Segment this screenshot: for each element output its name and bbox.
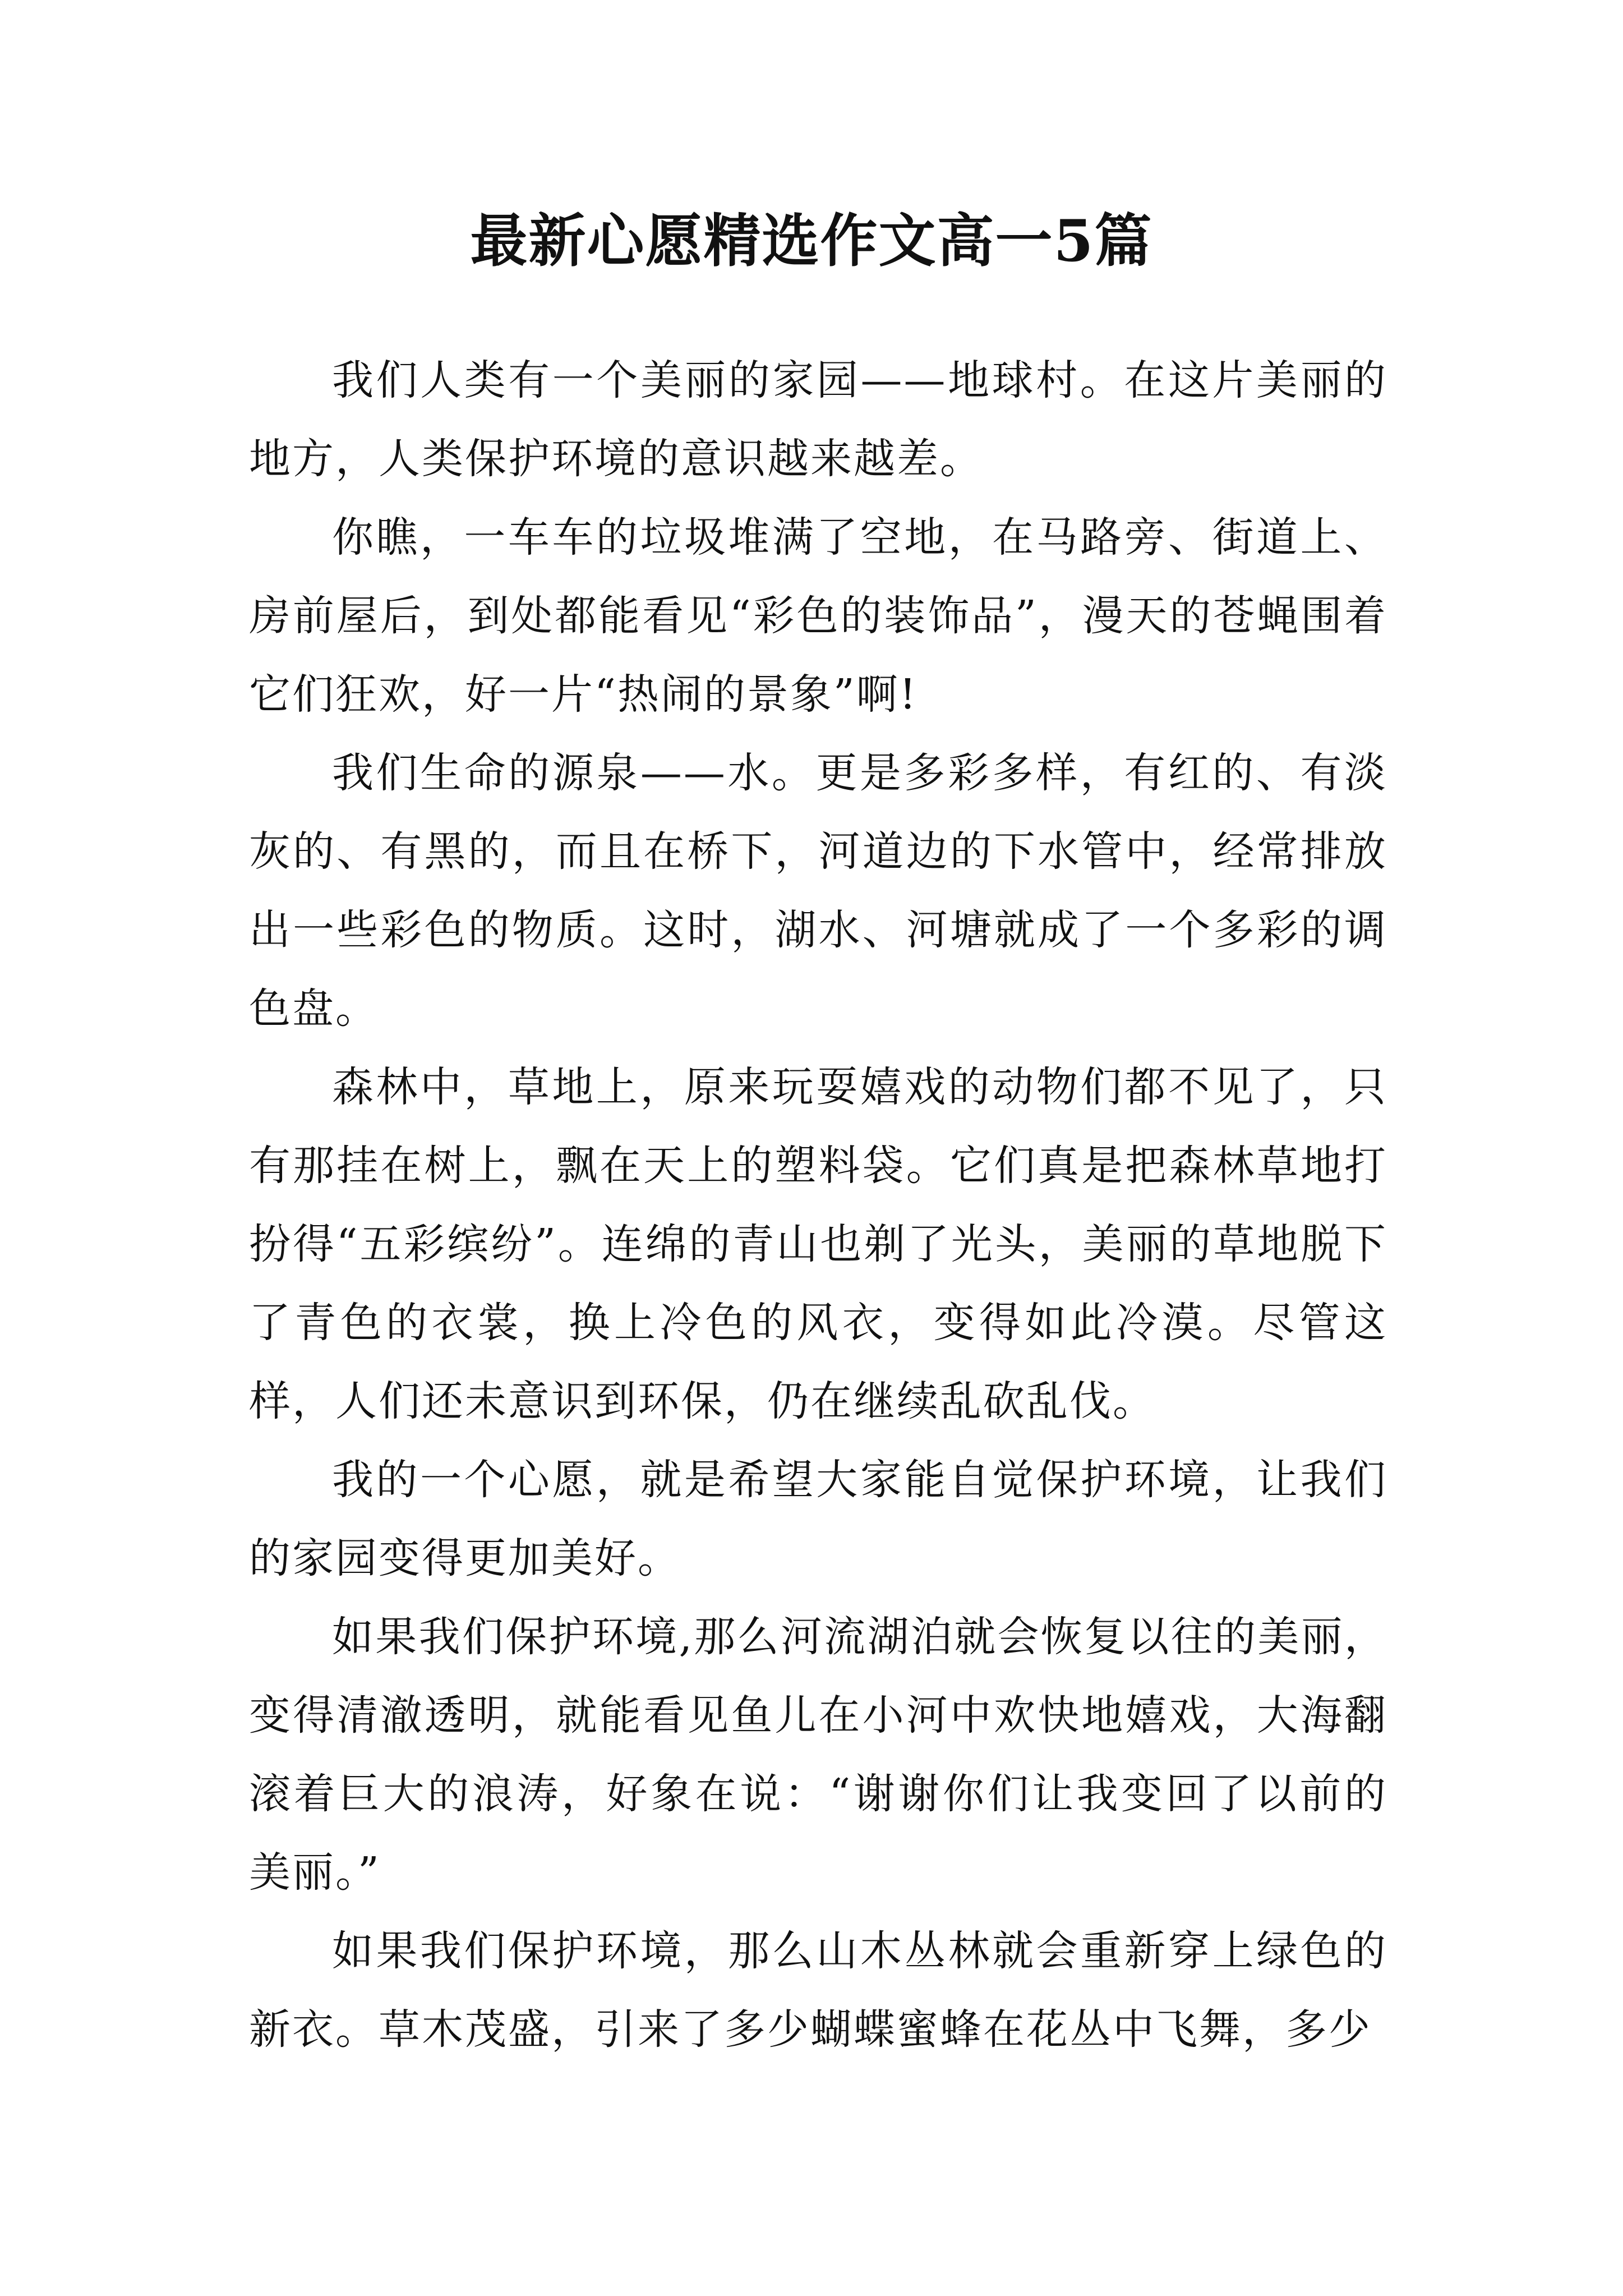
paragraph-1: 我们人类有一个美丽的家园——地球村。在这片美丽的地方，人类保护环境的意识越来越差。: [249, 356, 1387, 483]
paragraph-5: 我的一个心愿，就是希望大家能自觉保护环境，让我们的家园变得更加美好。: [249, 1456, 1387, 1582]
paragraph-3: 我们生命的源泉——水。更是多彩多样，有红的、有淡灰的、有黑的，而且在桥下，河道边的下水管中，经常排放出一些彩色的物质。这时，湖水、河塘就成了一个多彩的调色盘。: [249, 749, 1387, 1033]
paragraph-7: 如果我们保护环境，那么山木丛林就会重新穿上绿色的新衣。草木茂盛，引来了多少蝴蝶蜜蜂在花丛中飞舞，多少: [249, 1927, 1387, 2054]
paragraph-6: 如果我们保护环境,那么河流湖泊就会恢复以往的美丽，变得清澈透明，就能看见鱼儿在小河中欢快地嬉戏，大海翻滚着巨大的浪涛，好象在说：“谢谢你们让我变回了以前的美丽。”: [249, 1613, 1387, 1897]
document-body: [249, 341, 1387, 2069]
paragraph-2: 你瞧，一车车的垃圾堆满了空地，在马路旁、街道上、房前屋后，到处都能看见“彩色的装饰品”，漫天的苍蝇围着它们狂欢，好一片“热闹的景象”啊!: [249, 513, 1387, 719]
document-title: 最新心愿精选作文高一5篇: [470, 208, 1153, 275]
paragraph-4: 森林中，草地上，原来玩耍嬉戏的动物们都不见了，只有那挂在树上，飘在天上的塑料袋。它们真是把森林草地打扮得“五彩缤纷”。连绵的青山也剃了光头，美丽的草地脱下了青色的衣裳，换上冷色的风衣，变得如此冷漠。尽管这样，人们还未意识到环保，仍在继续乱砍乱伐。: [249, 1063, 1387, 1425]
